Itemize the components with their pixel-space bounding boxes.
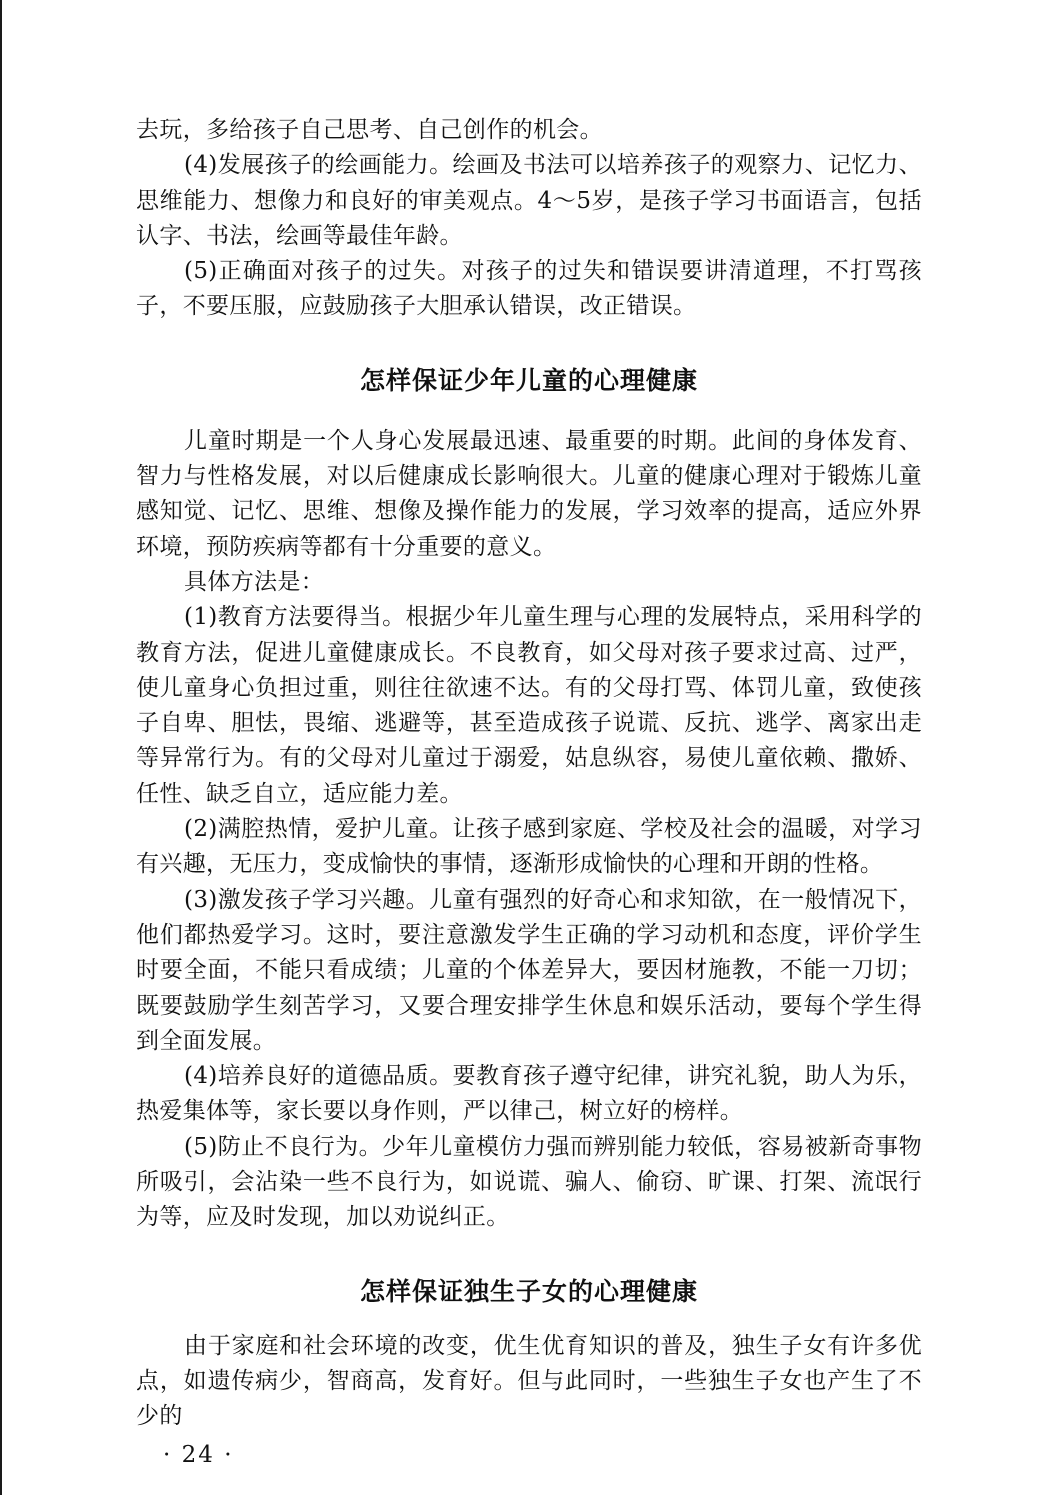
page-number: · 24 · xyxy=(163,1442,234,1468)
children-intro-paragraph: 儿童时期是一个人身心发展最迅速、最重要的时期。此间的身体发育、智力与性格发展，对以后健康成长影响很大。儿童的健康心理对于锻炼儿童感知觉、记忆、思维、想像及操作能力的发展，学习效率的提高，适应外界环境，预防疾病等都有十分重要的意义。 xyxy=(136,427,922,560)
methods-label: 具体方法是： xyxy=(184,568,325,595)
method-2-paragraph: (2)满腔热情，爱护儿童。让孩子感到家庭、学校及社会的温暖，对学习有兴趣，无压力，变成愉快的事情，逐渐形成愉快的心理和开朗的性格。 xyxy=(136,816,922,878)
page-content xyxy=(136,113,922,1435)
drawing-ability-paragraph: (4)发展孩子的绘画能力。绘画及书法可以培养孩子的观察力、记忆力、思维能力、想像力和良好的审美观点。4～5岁，是孩子学习书面语言，包括认字、书法，绘画等最佳年龄。 xyxy=(136,152,922,249)
section-title-only-child-mental-health: 怎样保证独生子女的心理健康 xyxy=(359,1276,698,1306)
page-edge xyxy=(0,0,2,1495)
mistakes-paragraph: (5)正确面对孩子的过失。对孩子的过失和错误要讲清道理，不打骂孩子，不要压服，应鼓励孩子大胆承认错误，改正错误。 xyxy=(136,258,922,320)
method-5-paragraph: (5)防止不良行为。少年儿童模仿力强而辨别能力较低，容易被新奇事物所吸引，会沾染一些不良行为，如说谎、骗人、偷窃、旷课、打架、流氓行为等，应及时发现，加以劝说纠正。 xyxy=(136,1133,922,1231)
method-4-paragraph: (4)培养良好的道德品质。要教育孩子遵守纪律，讲究礼貌，助人为乐，热爱集体等，家长要以身作则，严以律己，树立好的榜样。 xyxy=(136,1063,922,1125)
section-title-children-mental-health: 怎样保证少年儿童的心理健康 xyxy=(359,365,698,395)
method-3-paragraph: (3)激发孩子学习兴趣。儿童有强烈的好奇心和求知欲，在一般情况下，他们都热爱学习。这时，要注意激发学生正确的学习动机和态度，评价学生时要全面，不能只看成绩；儿童的个体差异大，要因材施教，不能一刀切；既要鼓励学生刻苦学习，又要合理安排学生休息和娱乐活动，要每个学生得到全面发展。 xyxy=(136,886,922,1054)
method-1-paragraph: (1)教育方法要得当。根据少年儿童生理与心理的发展特点，采用科学的教育方法，促进儿童健康成长。不良教育，如父母对孩子要求过高、过严，使儿童身心负担过重，则往往欲速不达。有的父母打骂、体罚儿童，致使孩子自卑、胆怯，畏缩、逃避等，甚至造成孩子说谎、反抗、逃学、离家出走等异常行为。有的父母对儿童过于溺爱，姑息纵容，易使儿童依赖、撒娇、任性、缺乏自立，适应能力差。 xyxy=(136,604,922,807)
only-child-intro-paragraph: 由于家庭和社会环境的改变，优生优育知识的普及，独生子女有许多优点，如遗传病少，智商高，发育好。但与此同时，一些独生子女也产生了不少的 xyxy=(136,1332,922,1430)
continuation-paragraph: 去玩，多给孩子自己思考、自己创作的机会。 xyxy=(136,117,603,143)
